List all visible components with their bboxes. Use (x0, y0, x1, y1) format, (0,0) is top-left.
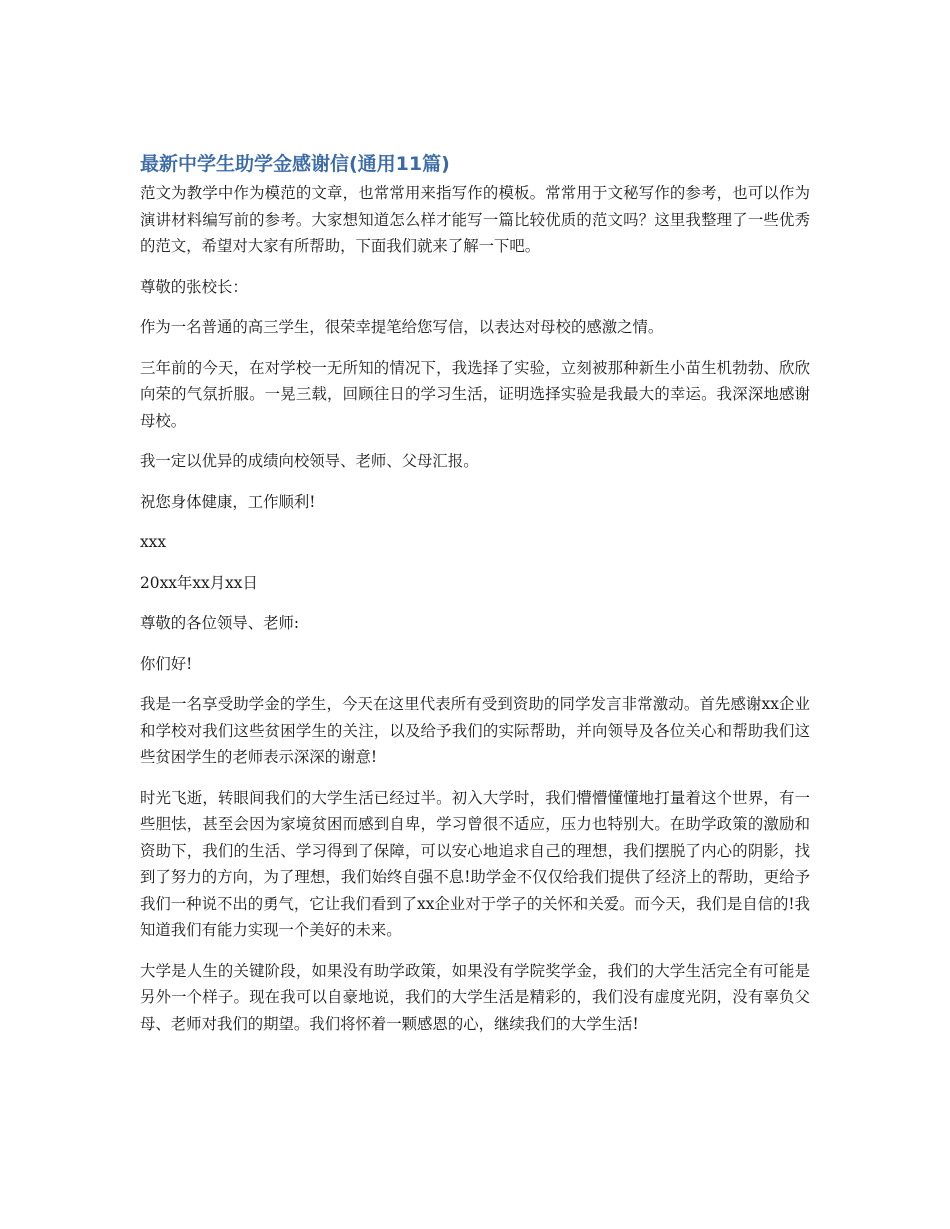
signature-date: 20xx年xx月xx日 (140, 573, 258, 592)
speech-paragraph: 我是一名享受助学金的学生，今天在这里代表所有受到资助的同学发言非常激动。首先感谢xx企业和学校对我们这些贫困学生的关注，以及给予我们的实际帮助，并向领导及各位关心和帮助我们这些贫困学生的老师表示深深的谢意! (140, 695, 810, 766)
letter-paragraph: 三年前的今天，在对学校一无所知的情况下，我选择了实验，立刻被那种新生小苗生机勃勃、欣欣向荣的气氛折服。一晃三载，回顾往日的学习生活，证明选择实验是我最大的幸运。我深深地感谢母校。 (140, 358, 810, 430)
document-title: 最新中学生助学金感谢信(通用11篇) (140, 153, 450, 175)
salutation-leaders: 尊敬的各位领导、老师: (140, 614, 300, 632)
letter-paragraph: 作为一名普通的高三学生，很荣幸提笔给您写信，以表达对母校的感激之情。 (140, 318, 664, 336)
salutation-principal: 尊敬的张校长： (140, 277, 248, 296)
closing-wish: 祝您身体健康，工作顺利! (140, 492, 316, 511)
letter-paragraph: 我一定以优异的成绩向校领导、老师、父母汇报。 (140, 452, 479, 470)
signature-name: xxx (140, 533, 167, 551)
document-page (140, 150, 810, 1051)
speech-paragraph: 时光飞逝，转眼间我们的大学生活已经过半。初入大学时，我们懵懵懂懂地打量着这个世界，有一些胆怯，甚至会因为家境贫困而感到自卑，学习曾很不适应，压力也特别大。在助学政策的激励和资助下，我们的生活、学习得到了保障，可以安心地追求自己的理想，我们摆脱了内心的阴影，找到了努力的方向，为了理想，我们始终自强不息!助学金不仅仅给我们提供了经济上的帮助，更给予我们一种说不出的勇气，它让我们看到了xx企业对于学子的关怀和关爱。而今天，我们是自信的!我知道我们有能力实现一个美好的未来。 (140, 788, 810, 939)
greeting: 你们好! (140, 654, 193, 673)
intro-paragraph: 范文为教学中作为模范的文章，也常常用来指写作的模板。常常用于文秘写作的参考，也可以作为演讲材料编写前的参考。大家想知道怎么样才能写一篇比较优质的范文吗？这里我整理了一些优秀的范文，希望对大家有所帮助，下面我们就来了解一下吧。 (140, 184, 810, 255)
speech-paragraph: 大学是人生的关键阶段，如果没有助学政策，如果没有学院奖学金，我们的大学生活完全有可能是另外一个样子。现在我可以自豪地说，我们的大学生活是精彩的，我们没有虚度光阴，没有辜负父母、老师对我们的期望。我们将怀着一颗感恩的心，继续我们的大学生活! (140, 961, 810, 1033)
